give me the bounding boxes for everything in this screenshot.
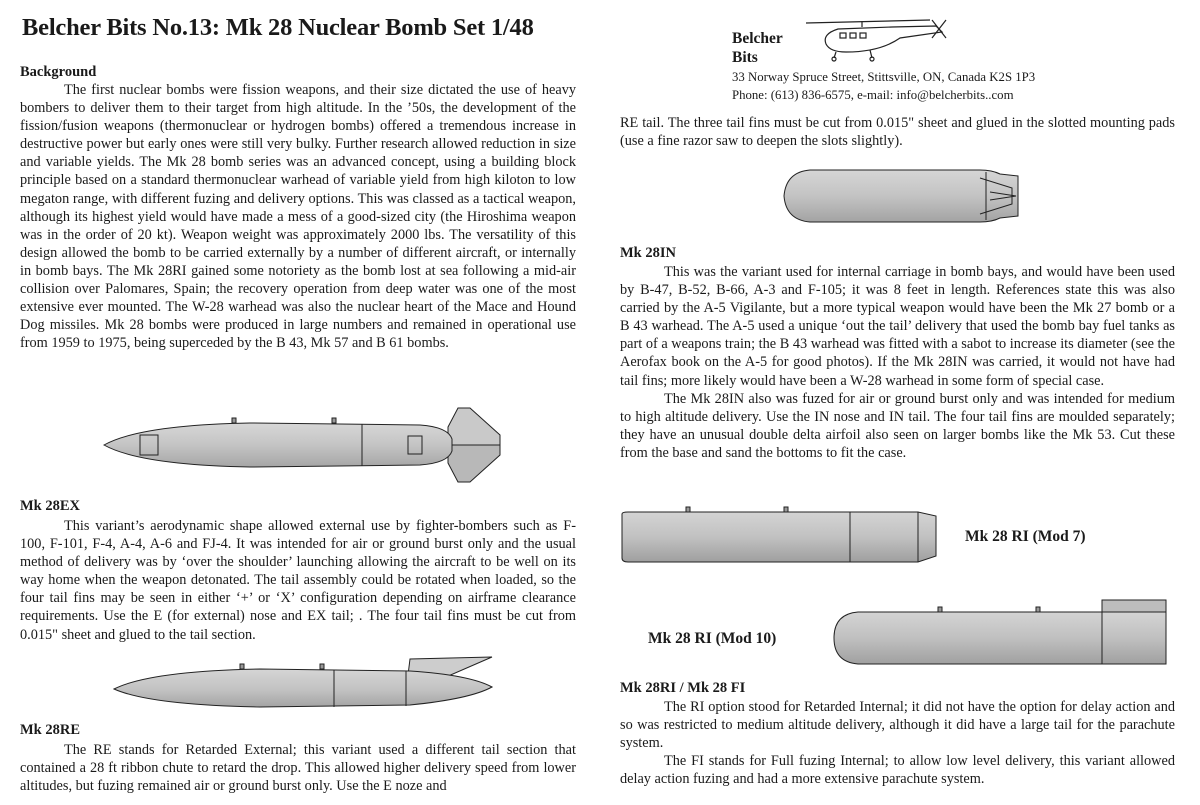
mk28ex-heading: Mk 28EX [20,498,81,514]
mk28ex-paragraph: This variant’s aerodynamic shape allowed external use by fighter-bombers such as F-100, F-101, F-4, A-4, A-6 and FJ-4. It was intended for air or ground burst only and the usual method of delivery was by ‘over the shoulder’ launching allowing the aircraft to be well on its way home when the weapon detonated. The tail assembly could be rotated when loaded, so the four tail fins may be seen in either ‘+’ or ‘X’ configuration depending on airframe clearance requirements. Use the E (for external) nose and EX tail; . The four tail fins must be cut from 0.015" sheet and glued to the tail section. [20,518,576,643]
company-name-line2: Bits [732,49,758,66]
mk28ri-mod10-drawing [830,596,1170,670]
background-heading: Background [20,64,97,80]
mk28in-text [620,263,1175,462]
page-title: Belcher Bits No.13: Mk 28 Nuclear Bomb Set 1/48 [22,14,534,41]
mk28in-heading: Mk 28IN [620,245,676,261]
company-name-line1: Belcher [732,30,783,47]
mk28in-paragraph-2: The Mk 28IN also was fuzed for air or ground burst only and was intended for medium to high altitude delivery. Use the IN nose and IN tail. The four tail fins are moulded separately; they have an unusual double delta airfoil also seen on larger bombs like the Mk 53. Cut these from the base and sand the bottoms to fit the case. [620,390,1175,461]
mk28ex-bomb-drawing [100,405,505,485]
background-paragraph: The first nuclear bombs were fission weapons, and their size dictated the use of heavy bombers to deliver them to their target from high altitude. In the ’50s, the development of the fission/fusion weapons (thermonuclear or hydrogen bombs) offered a tremendous increase in destructive power but early ones were still very bulky. Further research allowed reduction in size and variable yields. The Mk 28 bomb series was an advanced concept, using a building block principle based on a standard thermonuclear warhead of variable yield from high kiloton to low megaton range, with different fuzing and delivery options. This was classed as a tactical weapon, although its highest yield would have made a mess of a good-sized city (the Hiroshima weapon was in the order of 20 kt). Weapon weight was approximately 2000 lbs. The versatility of this design allowed the bomb to be carried externally by a number of different aircraft, or internally in bomb bays. The Mk 28RI gained some notoriety as the bomb lost at sea following a mid-air collision over Palomares, Spain; the recovery operation from deep water was one of the most extensive ever mounted. The W-28 warhead was also the nuclear heart of the Mace and Hound Dog missiles. Mk 28 bombs were produced in large numbers and remained in operational use from 1959 to 1975, being superceded by the B 43, Mk 57 and B 61 bombs. [20,82,576,352]
mk28re-tail-drawing [780,162,1025,224]
mk28re-heading: Mk 28RE [20,722,81,738]
company-contact: Phone: (613) 836-6575, e-mail: info@belcherbits..com [732,88,1014,102]
helicopter-icon [800,12,960,62]
mk28ri-mod7-caption: Mk 28 RI (Mod 7) [965,528,1086,545]
mk28ri-paragraph: The RI option stood for Retarded Internal; it did not have the option for delay action and so was restricted to medium altitude delivery, although it did have a large tail for the parachute system. [620,699,1175,752]
mk28fi-paragraph: The FI stands for Full fuzing Internal; to allow low level delivery, this variant allowed delay action fuzing and had a more extensive parachute system. [620,753,1175,788]
background-text [20,81,576,352]
mk28re-continuation-paragraph: RE tail. The three tail fins must be cut from 0.015" sheet and glued in the slotted mounting pads (use a fine razor saw to deepen the slots slightly). [620,115,1175,150]
mk28re-paragraph: The RE stands for Retarded External; this variant used a different tail section that contained a 28 ft ribbon chute to retard the drop. This allowed higher delivery speed from lower altitudes, but fuzing remained air or ground burst only. Use the E noze and [20,742,576,795]
mk28ri-mod10-caption: Mk 28 RI (Mod 10) [648,630,777,647]
mk28re-continuation [620,114,1175,150]
company-address: 33 Norway Spruce Street, Stittsville, ON, Canada K2S 1P3 [732,70,1036,84]
mk28ri-fi-heading: Mk 28RI / Mk 28 FI [620,680,746,696]
mk28ex-text [20,517,576,644]
mk28ri-mod7-drawing [618,500,943,570]
mk28re-text [20,741,576,795]
company-name [732,29,783,67]
mk28in-paragraph-1: This was the variant used for internal carriage in bomb bays, and would have been used by B-47, B-52, B-66, A-3 and F-105; it was 8 feet in length. References state this was also carried by the A-5 Vigilante, but a more typical weapon would have been the Mk 27 bomb or a B 43 warhead. The A-5 used a unique ‘out the tail’ delivery that used the bomb bay fuel tanks as part of a weapons train; the B 43 warhead was fitted with a sabot to increase its diameter (see the Aerofax book on the A-5 for good photos). If the Mk 28IN was carried, it would not have had tail fins; more likely would have been a W-28 warhead in some form of special case. [620,264,1175,389]
mk28ri-fi-text [620,698,1175,788]
mk28re-bomb-drawing [110,655,495,717]
